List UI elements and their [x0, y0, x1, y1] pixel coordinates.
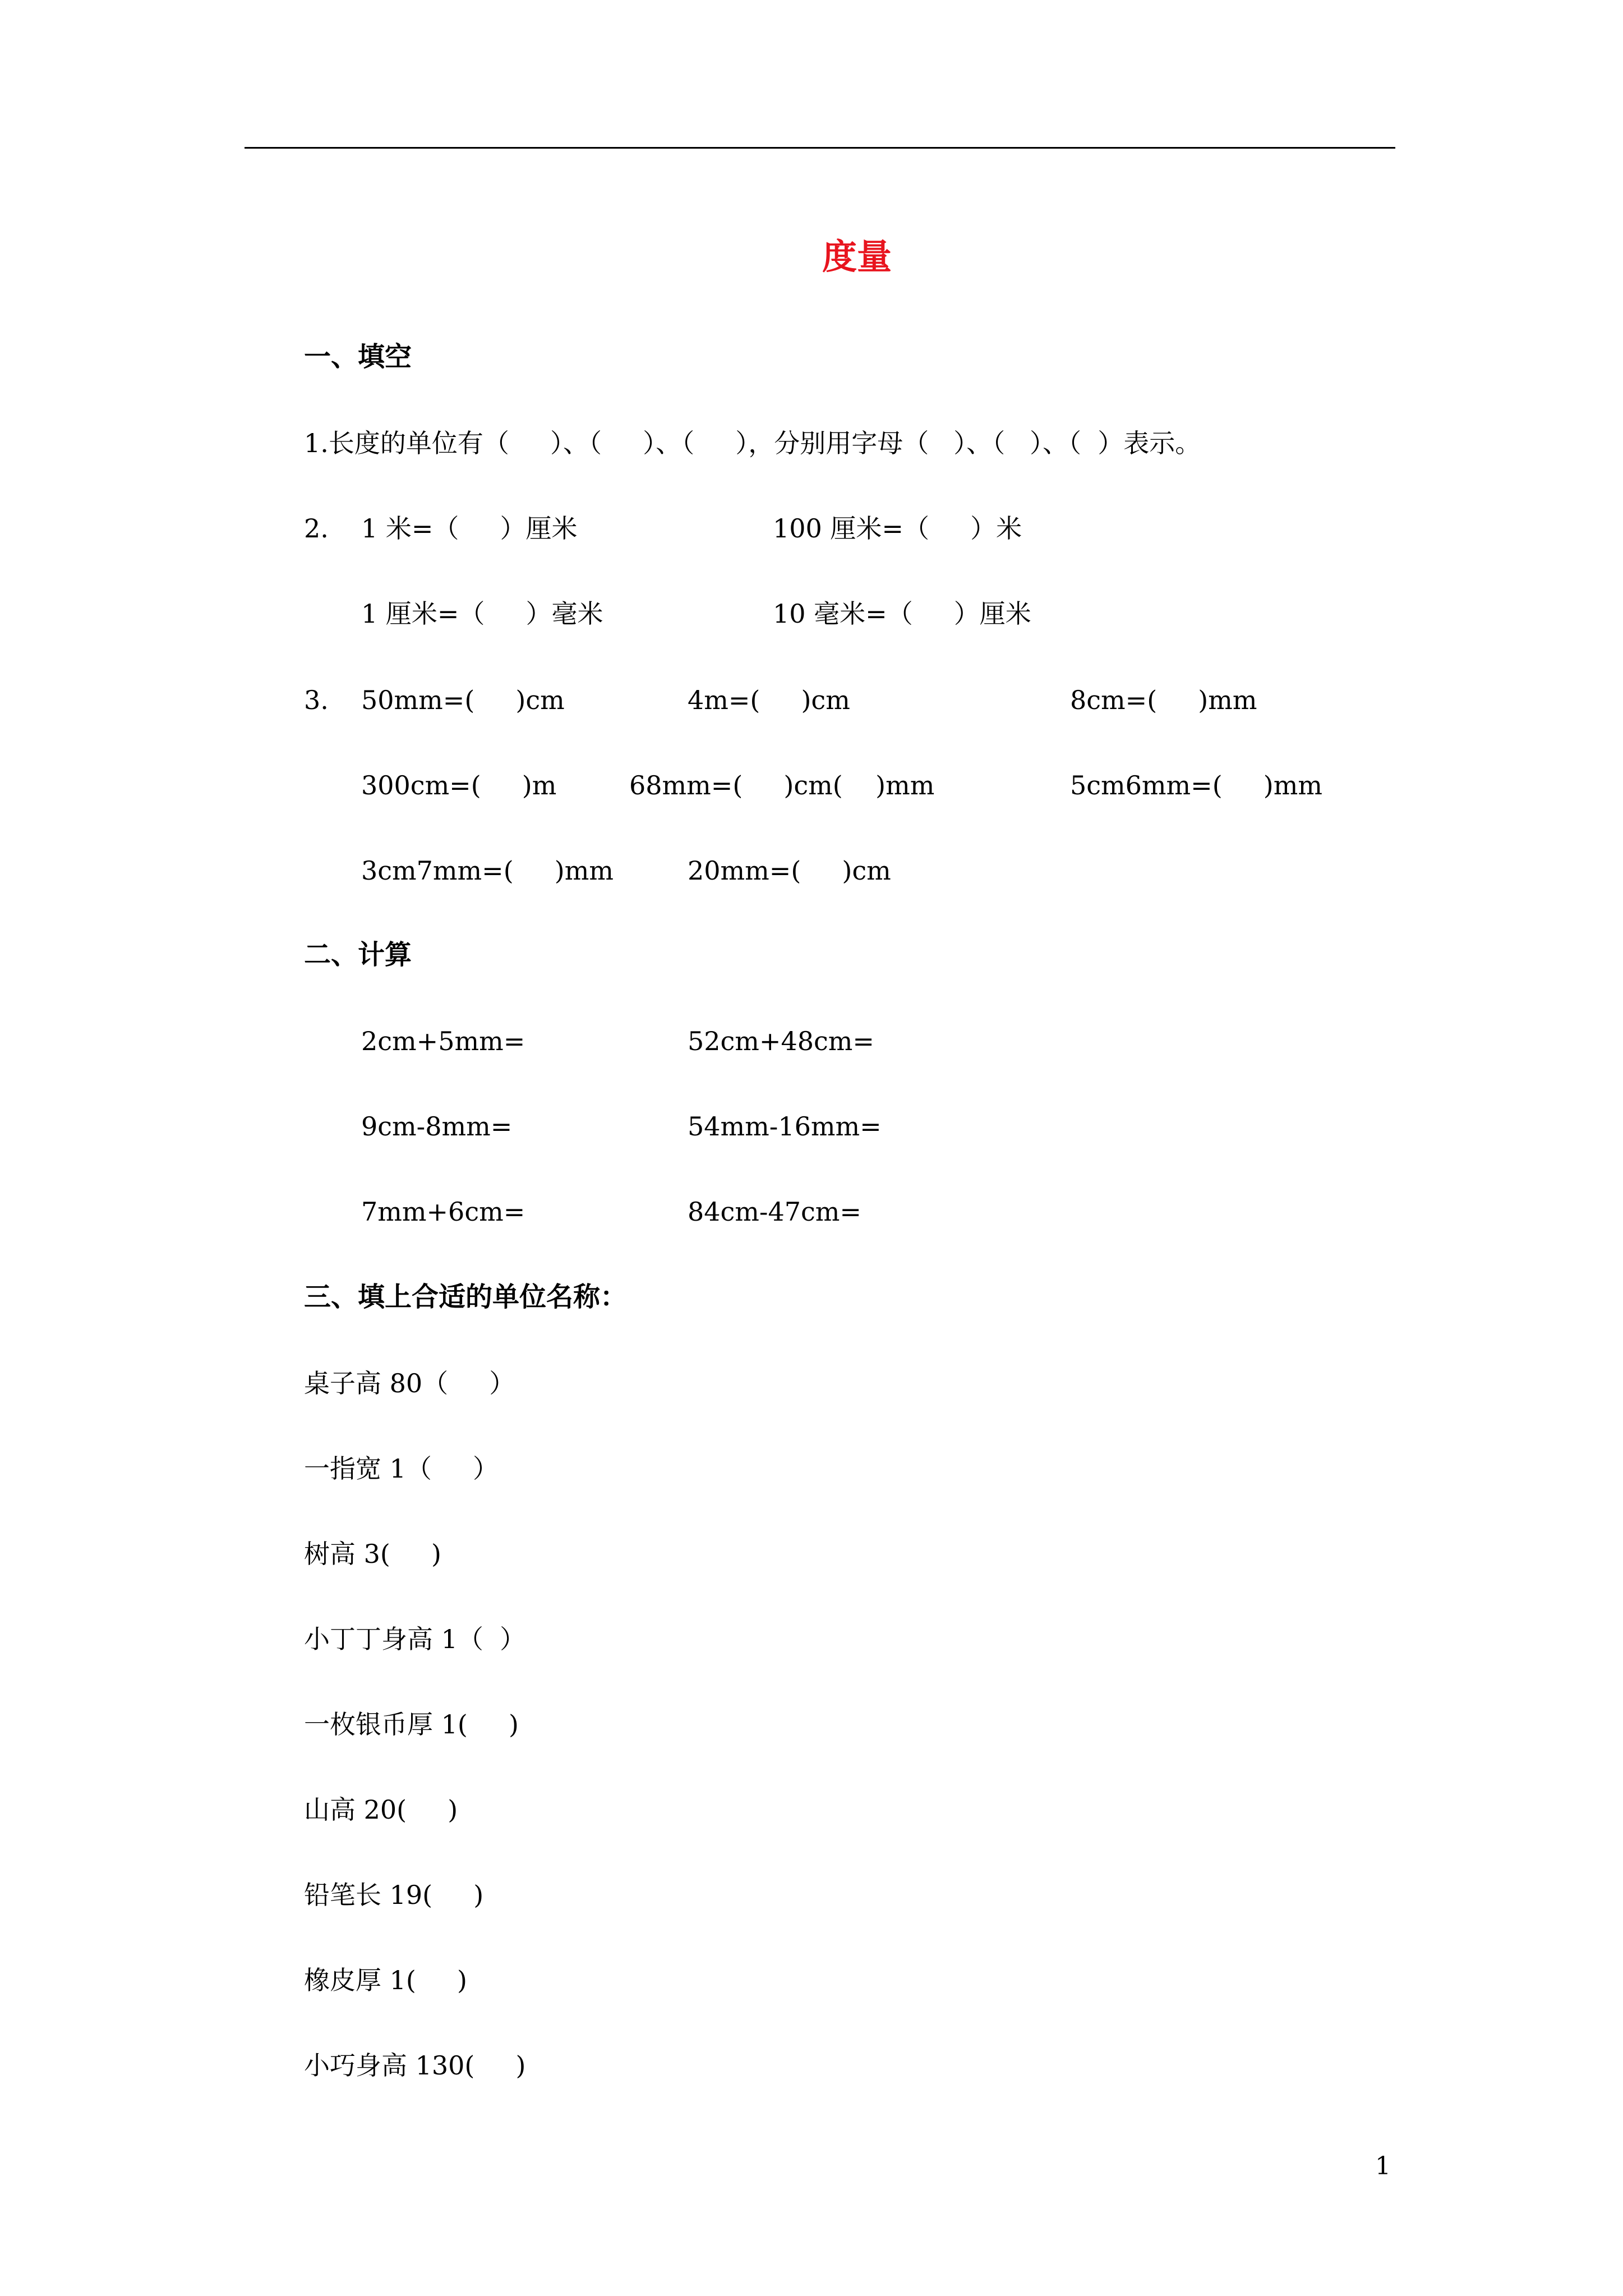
page-number: 1 [1375, 2152, 1391, 2180]
question-3-number: 3. [304, 685, 329, 715]
section-heading-calculate: 二、计算 [304, 939, 412, 970]
unit-item: 桌子高 80（ ） [304, 1368, 515, 1398]
q3-item: 50mm=( )cm [361, 685, 565, 715]
unit-item: 小丁丁身高 1（ ） [304, 1624, 526, 1654]
q2-item: 100 厘米=（ ）米 [773, 513, 1022, 544]
unit-item: 铅笔长 19( ) [304, 1880, 484, 1910]
calc-item: 9cm-8mm= [361, 1111, 513, 1142]
unit-item: 橡皮厚 1( ) [304, 1965, 467, 1995]
q2-item: 1 厘米=（ ）毫米 [361, 599, 603, 629]
header-rule [245, 147, 1395, 149]
unit-item: 一枚银币厚 1( ) [304, 1709, 519, 1740]
calc-item: 52cm+48cm= [688, 1026, 874, 1056]
q2-item: 10 毫米=（ ）厘米 [773, 599, 1031, 629]
q2-item: 1 米=（ ）厘米 [361, 513, 578, 544]
page-title: 度量 [822, 236, 892, 277]
calc-item: 7mm+6cm= [361, 1197, 525, 1227]
q3-item: 300cm=( )m [361, 770, 557, 800]
q3-item: 8cm=( )mm [1070, 685, 1257, 715]
q3-item: 68mm=( )cm( )mm [629, 770, 935, 800]
question-1: 1.长度的单位有（ ）、（ ）、（ ），分别用字母（ ）、（ ）、（ ）表示。 [304, 428, 1201, 458]
q3-item: 4m=( )cm [688, 685, 850, 715]
calc-item: 54mm-16mm= [688, 1111, 882, 1142]
q3-item: 3cm7mm=( )mm [361, 855, 614, 886]
q3-item: 5cm6mm=( )mm [1070, 770, 1322, 800]
calc-item: 84cm-47cm= [688, 1197, 861, 1227]
unit-item: 树高 3( ) [304, 1539, 441, 1569]
unit-item: 山高 20( ) [304, 1795, 458, 1825]
question-2-number: 2. [304, 513, 329, 544]
q3-item: 20mm=( )cm [688, 855, 891, 886]
calc-item: 2cm+5mm= [361, 1026, 525, 1056]
section-heading-fill-in: 一、填空 [304, 341, 412, 372]
unit-item: 小巧身高 130( ) [304, 2050, 526, 2081]
unit-item: 一指宽 1（ ） [304, 1453, 499, 1484]
section-heading-units: 三、填上合适的单位名称： [304, 1281, 628, 1313]
